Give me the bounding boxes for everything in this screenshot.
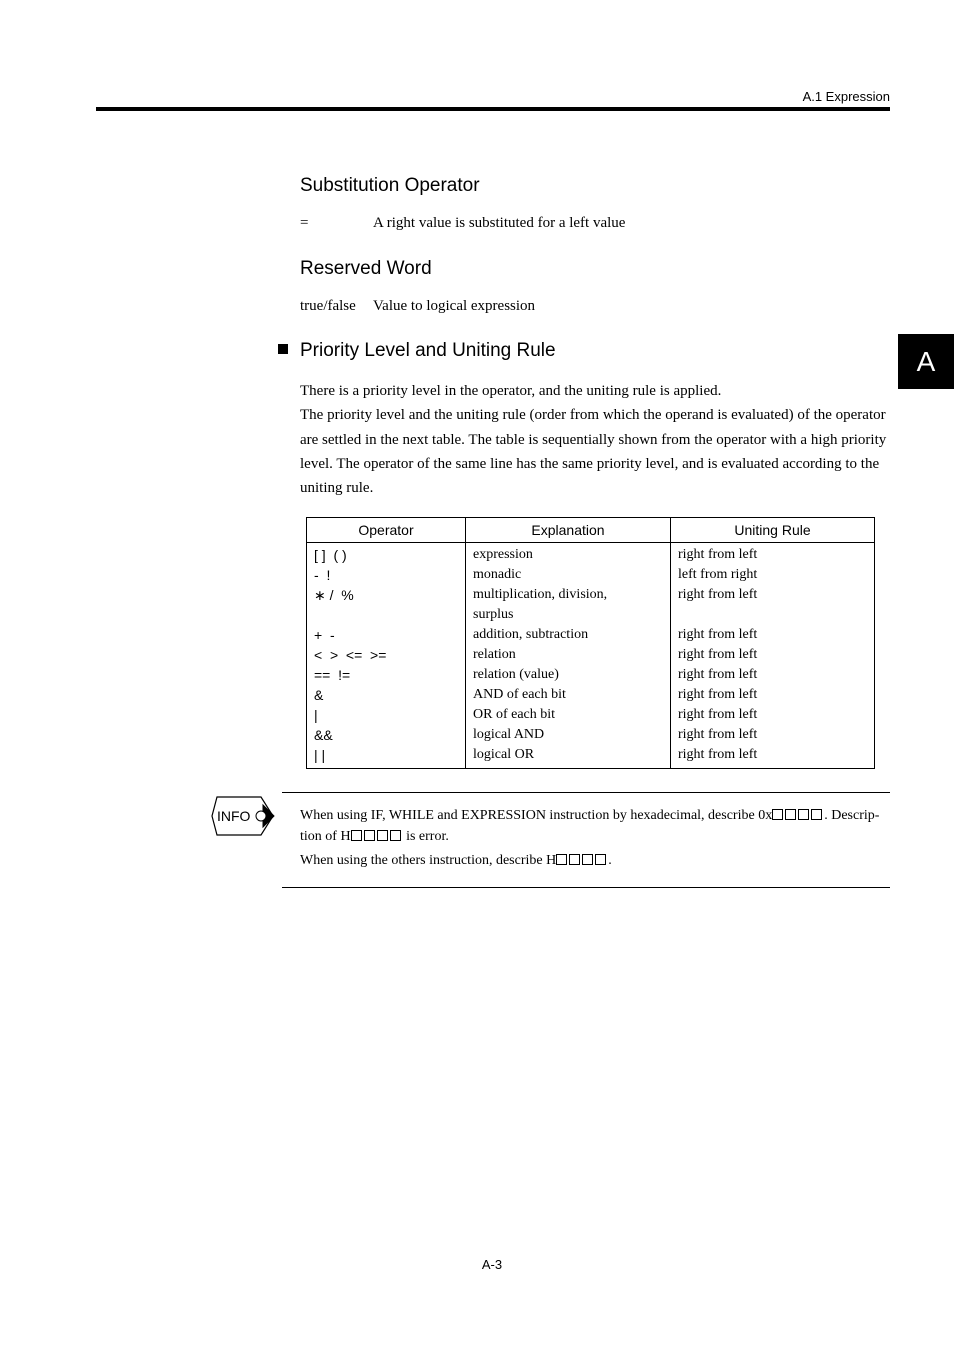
- rule-cell: right from left: [671, 665, 875, 685]
- rule-cell: [671, 605, 875, 625]
- priority-para-1: There is a priority level in the operator, and the uniting rule is applied.: [300, 383, 722, 399]
- operator-cell: [307, 605, 466, 625]
- table-row: [307, 605, 875, 625]
- operator-cell: ∗ / %: [307, 585, 466, 605]
- operator-cell: + -: [307, 625, 466, 645]
- info-text-segment: .: [608, 853, 612, 868]
- operator-cell: == !=: [307, 665, 466, 685]
- explanation-cell: logical AND: [466, 725, 671, 745]
- operator-cell: - !: [307, 565, 466, 585]
- rule-cell: right from left: [671, 705, 875, 725]
- square-bullet-icon: [278, 344, 288, 354]
- explanation-cell: relation (value): [466, 665, 671, 685]
- info-text-segment: . Description of H: [300, 808, 880, 844]
- appendix-tab: A: [898, 334, 954, 389]
- info-text-segment: When using the others instruction, describe H: [300, 853, 557, 868]
- operator-cell: [ ] ( ): [307, 543, 466, 566]
- placeholder-box-icon: [785, 809, 796, 820]
- header-rule: [96, 107, 890, 111]
- priority-heading: [278, 340, 556, 362]
- table-row: [307, 625, 875, 645]
- priority-para-2: The priority level and the uniting rule (order from which the operand is evaluated) of the operator are settled in the next table. The table is sequentially shown from the operator with a high priority level. The operator of the same line has the same priority level, and is evaluated according to the uniting rule.: [300, 407, 887, 497]
- operator-table: [306, 517, 875, 769]
- table-row: [307, 565, 875, 585]
- table-row: [307, 543, 875, 566]
- operator-cell: &: [307, 685, 466, 705]
- placeholder-box-icon: [811, 809, 822, 820]
- placeholder-box-icon: [772, 809, 783, 820]
- explanation-cell: multiplication, division,: [466, 585, 671, 605]
- operator-cell: |: [307, 705, 466, 725]
- running-header: A.1 Expression: [802, 89, 890, 104]
- table-row: [307, 665, 875, 685]
- info-line-2: [300, 850, 892, 871]
- explanation-cell: expression: [466, 543, 671, 566]
- substitution-desc: A right value is substituted for a left value: [373, 215, 626, 231]
- operator-cell: < > <= >=: [307, 645, 466, 665]
- placeholder-box-icon: [364, 830, 375, 841]
- placeholder-box-icon: [569, 854, 580, 865]
- substitution-term: =: [300, 215, 309, 231]
- reserved-term: true/false: [300, 298, 356, 314]
- col-header-explanation: Explanation: [466, 518, 671, 543]
- rule-cell: left from right: [671, 565, 875, 585]
- info-top-rule: [282, 792, 890, 793]
- table-row: [307, 585, 875, 605]
- info-icon: [211, 796, 277, 836]
- info-text-segment: When using IF, WHILE and EXPRESSION instruction by hexadecimal, describe 0x: [300, 808, 773, 823]
- explanation-cell: relation: [466, 645, 671, 665]
- table-row: [307, 685, 875, 705]
- rule-cell: right from left: [671, 685, 875, 705]
- substitution-title: Substitution Operator: [300, 175, 480, 196]
- info-icon-label: INFO: [217, 808, 251, 824]
- info-text-segment: is error.: [402, 829, 449, 844]
- rule-cell: right from left: [671, 725, 875, 745]
- substitution-def: [300, 215, 625, 232]
- info-line-1: [300, 805, 892, 847]
- placeholder-box-icon: [556, 854, 567, 865]
- col-header-operator: Operator: [307, 518, 466, 543]
- placeholder-box-icon: [595, 854, 606, 865]
- placeholder-box-icon: [390, 830, 401, 841]
- rule-cell: right from left: [671, 625, 875, 645]
- col-header-rule: Uniting Rule: [671, 518, 875, 543]
- explanation-cell: OR of each bit: [466, 705, 671, 725]
- rule-cell: right from left: [671, 543, 875, 566]
- table-row: [307, 705, 875, 725]
- placeholder-box-icon: [377, 830, 388, 841]
- priority-title: Priority Level and Uniting Rule: [300, 340, 556, 361]
- page-number: A-3: [481, 1257, 503, 1272]
- placeholder-box-icon: [798, 809, 809, 820]
- explanation-cell: addition, subtraction: [466, 625, 671, 645]
- reserved-title: Reserved Word: [300, 258, 432, 279]
- table-row: [307, 645, 875, 665]
- reserved-desc: Value to logical expression: [373, 298, 536, 314]
- reserved-def: [300, 298, 535, 315]
- table-row: [307, 725, 875, 745]
- placeholder-box-icon: [582, 854, 593, 865]
- explanation-cell: monadic: [466, 565, 671, 585]
- operator-cell: &&: [307, 725, 466, 745]
- explanation-cell: logical OR: [466, 745, 671, 769]
- placeholder-box-icon: [351, 830, 362, 841]
- rule-cell: right from left: [671, 645, 875, 665]
- priority-body: [300, 379, 890, 500]
- rule-cell: right from left: [671, 585, 875, 605]
- explanation-cell: surplus: [466, 605, 671, 625]
- rule-cell: right from left: [671, 745, 875, 769]
- explanation-cell: AND of each bit: [466, 685, 671, 705]
- operator-cell: | |: [307, 745, 466, 769]
- table-row: [307, 745, 875, 769]
- info-bottom-rule: [282, 887, 890, 888]
- info-note: [300, 805, 892, 874]
